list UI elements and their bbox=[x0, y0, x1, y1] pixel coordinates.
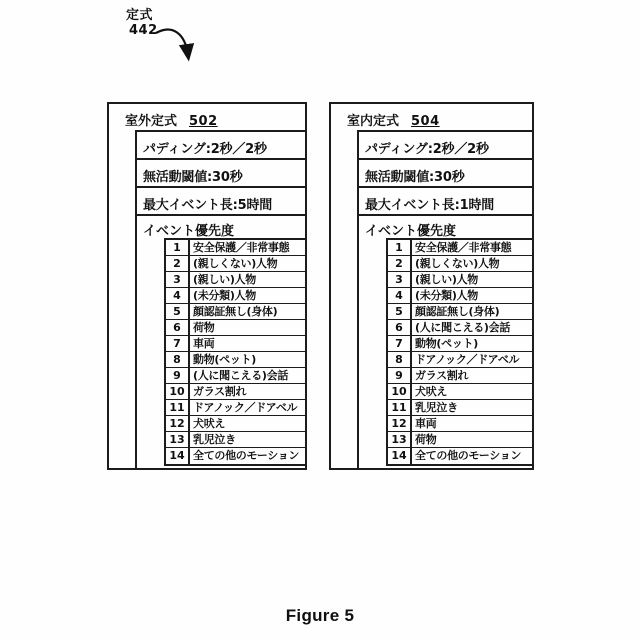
outdoor-max-event-length-spec: 最大イベント長:5時間 bbox=[137, 188, 305, 216]
priority-label: (親しくない)人物 bbox=[415, 257, 500, 270]
priority-rank: 13 bbox=[166, 432, 190, 447]
priority-label: ドアノック／ドアベル bbox=[193, 401, 298, 414]
priority-rank: 11 bbox=[388, 400, 412, 415]
outdoor-spec-box bbox=[135, 130, 305, 468]
outdoor-priority-header: イベント優先度 bbox=[143, 224, 235, 239]
ref-label-number: 442 bbox=[129, 23, 158, 38]
priority-label: (未分類)人物 bbox=[415, 289, 478, 302]
priority-rank: 9 bbox=[166, 368, 190, 383]
figure-caption: Figure 5 bbox=[285, 606, 355, 625]
priority-label: 安全保護／非常事態 bbox=[193, 241, 290, 254]
priority-label: 犬吠え bbox=[415, 385, 448, 398]
priority-label: (未分類)人物 bbox=[193, 289, 256, 302]
priority-row bbox=[388, 368, 532, 384]
priority-row bbox=[388, 304, 532, 320]
priority-row bbox=[166, 400, 305, 416]
priority-rank: 14 bbox=[388, 448, 412, 464]
priority-row bbox=[166, 416, 305, 432]
priority-label: 顔認証無し(身体) bbox=[193, 305, 278, 318]
outdoor-title-text: 室外定式 bbox=[125, 114, 178, 129]
priority-label: 全ての他のモーション bbox=[193, 449, 300, 462]
priority-row bbox=[388, 288, 532, 304]
curved-arrow-icon bbox=[152, 20, 204, 66]
priority-label: 安全保護／非常事態 bbox=[415, 241, 512, 254]
priority-label: 車両 bbox=[193, 337, 215, 350]
priority-rank: 3 bbox=[388, 272, 412, 287]
priority-label: (親しくない)人物 bbox=[193, 257, 278, 270]
priority-row bbox=[166, 288, 305, 304]
outdoor-priority-table bbox=[164, 238, 307, 466]
priority-label: ガラス割れ bbox=[415, 369, 469, 382]
priority-row bbox=[388, 256, 532, 272]
outdoor-inactivity-threshold-spec: 無活動閾値:30秒 bbox=[137, 160, 305, 188]
priority-rank: 1 bbox=[388, 240, 412, 255]
outdoor-padding-spec: パディング:2秒／2秒 bbox=[137, 132, 305, 160]
priority-row bbox=[388, 352, 532, 368]
priority-rank: 10 bbox=[166, 384, 190, 399]
priority-label: 荷物 bbox=[415, 433, 437, 446]
outdoor-formula-table bbox=[107, 102, 307, 470]
priority-rank: 2 bbox=[388, 256, 412, 271]
priority-rank: 3 bbox=[166, 272, 190, 287]
priority-row bbox=[166, 272, 305, 288]
indoor-ref-number: 504 bbox=[411, 114, 440, 129]
priority-rank: 13 bbox=[388, 432, 412, 447]
priority-label: 乳児泣き bbox=[415, 401, 458, 414]
priority-row bbox=[166, 304, 305, 320]
priority-label: (人に聞こえる)会話 bbox=[193, 369, 289, 382]
priority-rank: 10 bbox=[388, 384, 412, 399]
priority-row bbox=[388, 400, 532, 416]
priority-rank: 7 bbox=[388, 336, 412, 351]
indoor-title-text: 室内定式 bbox=[347, 114, 400, 129]
priority-label: (親しい)人物 bbox=[193, 273, 256, 286]
indoor-max-event-length-spec: 最大イベント長:1時間 bbox=[359, 188, 532, 216]
priority-rank: 12 bbox=[166, 416, 190, 431]
priority-label: 乳児泣き bbox=[193, 433, 236, 446]
indoor-spec-box bbox=[357, 130, 532, 468]
indoor-priority-table bbox=[386, 238, 534, 466]
priority-row bbox=[166, 368, 305, 384]
outdoor-table-title bbox=[109, 104, 305, 130]
priority-rank: 5 bbox=[166, 304, 190, 319]
priority-row bbox=[166, 240, 305, 256]
outdoor-ref-number: 502 bbox=[189, 114, 218, 129]
priority-row bbox=[166, 448, 305, 464]
priority-rank: 6 bbox=[388, 320, 412, 335]
priority-label: 車両 bbox=[415, 417, 437, 430]
indoor-table-title bbox=[331, 104, 532, 130]
ref-label-text: 定式 bbox=[126, 8, 154, 23]
indoor-priority-header: イベント優先度 bbox=[365, 224, 457, 239]
priority-row bbox=[388, 240, 532, 256]
priority-rank: 7 bbox=[166, 336, 190, 351]
priority-rank: 9 bbox=[388, 368, 412, 383]
priority-row bbox=[166, 432, 305, 448]
priority-label: 顔認証無し(身体) bbox=[415, 305, 500, 318]
priority-row bbox=[388, 272, 532, 288]
priority-row bbox=[388, 384, 532, 400]
priority-row bbox=[388, 320, 532, 336]
priority-label: 動物(ペット) bbox=[415, 337, 478, 350]
priority-rank: 11 bbox=[166, 400, 190, 415]
priority-row bbox=[388, 416, 532, 432]
priority-rank: 4 bbox=[166, 288, 190, 303]
priority-row bbox=[388, 336, 532, 352]
priority-row bbox=[166, 336, 305, 352]
priority-rank: 12 bbox=[388, 416, 412, 431]
priority-row bbox=[166, 352, 305, 368]
priority-row bbox=[388, 448, 532, 464]
priority-row bbox=[388, 432, 532, 448]
indoor-formula-table bbox=[329, 102, 534, 470]
priority-rank: 2 bbox=[166, 256, 190, 271]
indoor-padding-spec: パディング:2秒／2秒 bbox=[359, 132, 532, 160]
priority-rank: 1 bbox=[166, 240, 190, 255]
priority-label: (人に聞こえる)会話 bbox=[415, 321, 511, 334]
priority-rank: 8 bbox=[388, 352, 412, 367]
priority-rank: 8 bbox=[166, 352, 190, 367]
priority-label: 犬吠え bbox=[193, 417, 226, 430]
priority-rank: 4 bbox=[388, 288, 412, 303]
priority-row bbox=[166, 320, 305, 336]
priority-label: ガラス割れ bbox=[193, 385, 247, 398]
priority-row bbox=[166, 256, 305, 272]
indoor-inactivity-threshold-spec: 無活動閾値:30秒 bbox=[359, 160, 532, 188]
priority-rank: 5 bbox=[388, 304, 412, 319]
priority-label: 動物(ペット) bbox=[193, 353, 256, 366]
priority-row bbox=[166, 384, 305, 400]
priority-label: 荷物 bbox=[193, 321, 215, 334]
priority-rank: 6 bbox=[166, 320, 190, 335]
priority-label: 全ての他のモーション bbox=[415, 449, 522, 462]
priority-label: (親しい)人物 bbox=[415, 273, 478, 286]
priority-label: ドアノック／ドアベル bbox=[415, 353, 520, 366]
priority-rank: 14 bbox=[166, 448, 190, 464]
